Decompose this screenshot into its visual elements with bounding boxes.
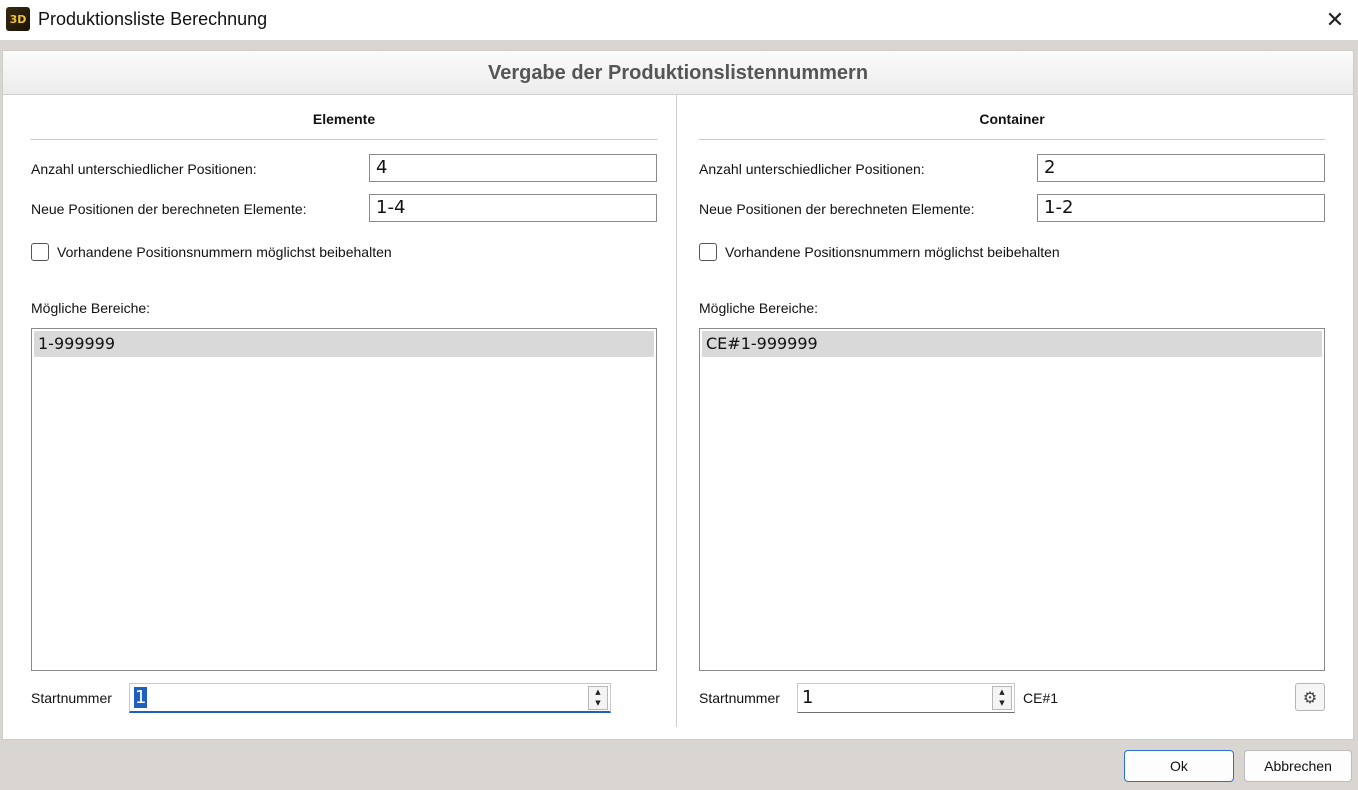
elements-newpos-field[interactable]: 1-4 [369, 194, 657, 222]
elements-start-label: Startnummer [31, 690, 112, 706]
elements-start-value: 1 [135, 687, 147, 708]
elements-keep-row[interactable] [31, 243, 392, 261]
elements-count-field[interactable]: 4 [369, 154, 657, 182]
container-start-label: Startnummer [699, 690, 780, 706]
main-panel [2, 50, 1354, 740]
elements-heading-rule [31, 139, 657, 140]
elements-count-label: Anzahl unterschiedlicher Positionen: [31, 161, 257, 177]
container-start-row [699, 683, 1325, 713]
container-keep-row[interactable] [699, 243, 1060, 261]
container-start-value: 1 [802, 687, 814, 708]
settings-button[interactable] [1295, 683, 1325, 711]
elements-start-row [31, 683, 657, 713]
spin-up-icon[interactable]: ▲ [999, 688, 1005, 696]
spin-down-icon[interactable]: ▼ [999, 699, 1005, 707]
container-start-suffix: CE#1 [1023, 690, 1059, 706]
container-count-label: Anzahl unterschiedlicher Positionen: [699, 161, 925, 177]
window-title: Produktionsliste Berechnung [38, 9, 268, 29]
spin-up-icon[interactable]: ▲ [595, 688, 601, 696]
elements-ranges-label: Mögliche Bereiche: [31, 300, 151, 316]
elements-start-spinbox[interactable] [129, 683, 611, 713]
list-item[interactable]: CE#1-999999 [702, 331, 1322, 357]
container-keep-label: Vorhandene Positionsnummern möglichst beibehalten [725, 244, 1060, 260]
container-heading-rule [699, 139, 1325, 140]
elements-ranges-list[interactable] [31, 328, 657, 671]
container-ranges-list[interactable] [699, 328, 1325, 671]
elements-keep-checkbox[interactable] [31, 243, 49, 261]
elements-column [31, 95, 657, 741]
elements-heading: Elemente [312, 111, 376, 127]
section-banner: Vergabe der Produktionslistennummern [3, 51, 1353, 95]
elements-keep-label: Vorhandene Positionsnummern möglichst beibehalten [57, 244, 392, 260]
spin-down-icon[interactable]: ▼ [595, 699, 601, 707]
cancel-button[interactable]: Abbrechen [1244, 750, 1352, 782]
container-newpos-field[interactable]: 1-2 [1037, 194, 1325, 222]
elements-newpos-label: Neue Positionen der berechneten Elemente: [31, 201, 307, 217]
app-logo-icon: 3D [6, 7, 30, 31]
title-bar [0, 0, 1358, 40]
container-heading: Container [979, 111, 1045, 127]
container-start-spinbox[interactable] [797, 683, 1015, 713]
list-item[interactable]: 1-999999 [34, 331, 654, 357]
container-column [699, 95, 1325, 741]
container-newpos-label: Neue Positionen der berechneten Elemente: [699, 201, 975, 217]
container-ranges-label: Mögliche Bereiche: [699, 300, 819, 316]
container-count-field[interactable]: 2 [1037, 154, 1325, 182]
container-keep-checkbox[interactable] [699, 243, 717, 261]
elements-start-stepper[interactable] [588, 686, 608, 710]
column-divider [676, 95, 677, 727]
ok-button[interactable]: Ok [1124, 750, 1234, 782]
gear-icon: ⚙ [1302, 687, 1318, 707]
close-button[interactable]: ✕ [1325, 7, 1345, 33]
container-start-stepper[interactable] [992, 686, 1012, 710]
